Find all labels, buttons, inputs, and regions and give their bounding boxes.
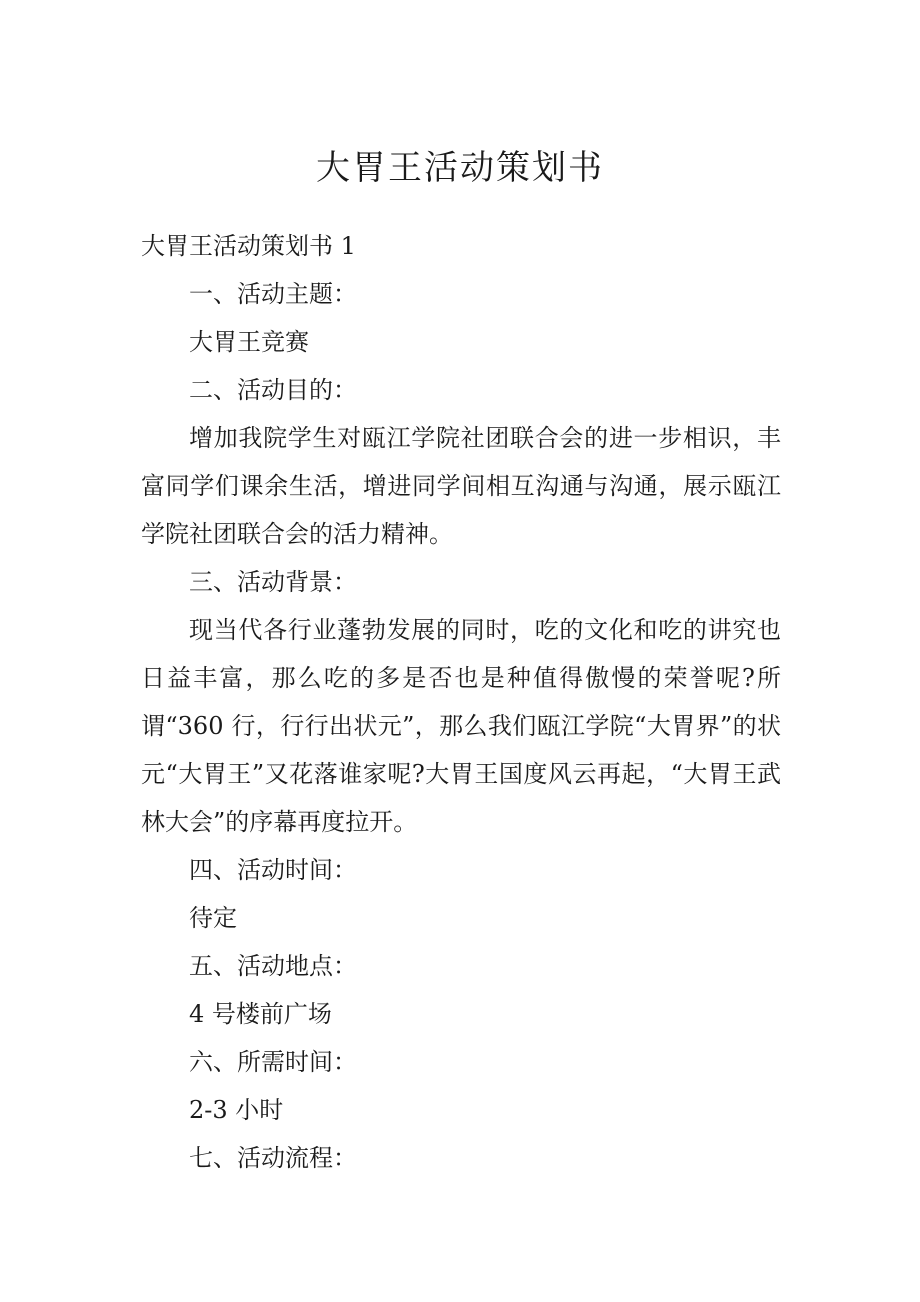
paragraph-activity-location: 4 号楼前广场 (189, 1000, 332, 1028)
paragraph-required-time: 2-3 小时 (189, 1096, 284, 1124)
paragraph-activity-time: 待定 (189, 904, 237, 932)
paragraph-activity-background: 现当代各行业蓬勃发展的同时，吃的文化和吃的讲究也日益丰富，那么吃的多是否也是种值得傲慢的荣誉呢?所谓“360 行，行行出状元”，那么我们瓯江学院“大胃界”的状元“大胃王”又花落谁家呢?大胃王国度风云再起，“大胃王武林大会”的序幕再度拉开。 (141, 616, 781, 836)
heading-activity-background: 三、活动背景： (189, 568, 357, 596)
paragraph-activity-purpose: 增加我院学生对瓯江学院社团联合会的进一步相识，丰富同学们课余生活，增进同学间相互沟通与沟通，展示瓯江学院社团联合会的活力精神。 (141, 424, 781, 548)
heading-activity-time: 四、活动时间： (189, 856, 357, 884)
heading-required-time: 六、所需时间： (189, 1048, 357, 1076)
paragraph-activity-theme: 大胃王竞赛 (189, 328, 309, 356)
document-title: 大胃王活动策划书 (316, 148, 604, 188)
heading-activity-theme: 一、活动主题： (189, 280, 357, 308)
section-subtitle: 大胃王活动策划书 1 (141, 232, 356, 260)
heading-activity-purpose: 二、活动目的： (189, 376, 357, 404)
heading-activity-location: 五、活动地点： (189, 952, 357, 980)
document-body (141, 222, 781, 1182)
heading-activity-process: 七、活动流程： (189, 1144, 357, 1172)
